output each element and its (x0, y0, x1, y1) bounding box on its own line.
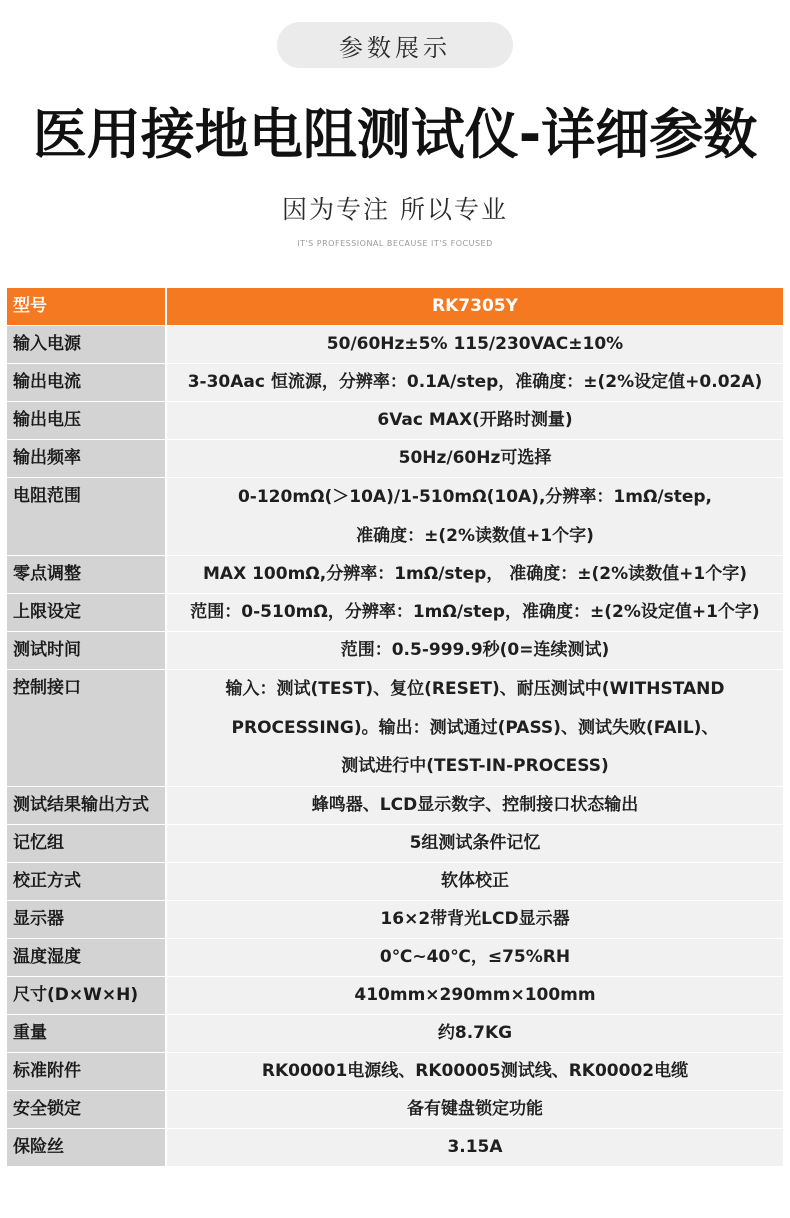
table-row (7, 364, 783, 401)
row-label: 重量 (7, 1015, 165, 1052)
table-row (7, 594, 783, 631)
page-title: 医用接地电阻测试仪-详细参数 (32, 103, 758, 166)
table-header-row (7, 288, 783, 325)
row-label: 安全锁定 (7, 1091, 165, 1128)
row-value: 5组测试条件记忆 (167, 825, 783, 862)
row-value-line: PROCESSING)。输出：测试通过(PASS)、测试失败(FAIL)、 (231, 717, 719, 738)
table-row (7, 1091, 783, 1128)
row-value: 410mm×290mm×100mm (167, 977, 783, 1014)
row-label: 输出电压 (7, 402, 165, 439)
slogan: 因为专注 所以专业 (282, 195, 508, 224)
row-label: 输出频率 (7, 440, 165, 477)
row-value: 50/60Hz±5% 115/230VAC±10% (167, 326, 783, 363)
table-row (7, 787, 783, 824)
row-value: 3.15A (167, 1129, 783, 1166)
row-label: 记忆组 (7, 825, 165, 862)
row-label: 校正方式 (7, 863, 165, 900)
row-value: 3-30Aac 恒流源，分辨率：0.1A/step，准确度：±(2%设定值+0.02A) (167, 364, 783, 401)
row-value: 50Hz/60Hz可选择 (167, 440, 783, 477)
row-label: 显示器 (7, 901, 165, 938)
row-label: 保险丝 (7, 1129, 165, 1166)
row-label: 电阻范围 (7, 478, 165, 555)
spec-table (7, 288, 783, 1167)
table-row (7, 670, 783, 786)
row-value: 16×2带背光LCD显示器 (167, 901, 783, 938)
table-rows (7, 326, 783, 1166)
row-value: 蜂鸣器、LCD显示数字、控制接口状态输出 (167, 787, 783, 824)
row-value: 0℃~40℃，≤75%RH (167, 939, 783, 976)
row-value: 约8.7KG (167, 1015, 783, 1052)
table-row (7, 863, 783, 900)
row-label: 零点调整 (7, 556, 165, 593)
row-label: 控制接口 (7, 670, 165, 786)
table-row (7, 1053, 783, 1090)
row-label: 上限设定 (7, 594, 165, 631)
row-label: 温度湿度 (7, 939, 165, 976)
table-row (7, 632, 783, 669)
row-label: 测试时间 (7, 632, 165, 669)
table-row (7, 1015, 783, 1052)
table-row (7, 326, 783, 363)
row-value-line: 测试进行中(TEST-IN-PROCESS) (341, 756, 609, 776)
row-label: 测试结果输出方式 (7, 787, 165, 824)
row-label: 输入电源 (7, 326, 165, 363)
row-value: 软体校正 (167, 863, 783, 900)
row-value: MAX 100mΩ,分辨率：1mΩ/step， 准确度：±(2%读数值+1个字) (167, 556, 783, 593)
table-row (7, 977, 783, 1014)
row-label: 尺寸(D×W×H) (7, 977, 165, 1014)
row-value-line: 0-120mΩ(＞10A)/1-510mΩ(10A),分辨率：1mΩ/step, (237, 487, 713, 507)
section-badge: 参数展示 (277, 22, 513, 68)
table-row (7, 825, 783, 862)
table-row (7, 402, 783, 439)
row-value: 备有键盘锁定功能 (167, 1091, 783, 1128)
row-label: 输出电流 (7, 364, 165, 401)
table-row (7, 901, 783, 938)
slogan-english: IT'S PROFESSIONAL BECAUSE IT'S FOCUSED (297, 239, 493, 248)
header-label: 型号 (7, 288, 165, 325)
header-model: RK7305Y (167, 288, 783, 325)
table-row (7, 939, 783, 976)
table-row (7, 1129, 783, 1166)
table-row (7, 440, 783, 477)
row-value: 范围：0-510mΩ，分辨率：1mΩ/step，准确度：±(2%设定值+1个字) (167, 594, 783, 631)
row-value: 范围：0.5-999.9秒(0=连续测试) (167, 632, 783, 669)
table-row (7, 556, 783, 593)
row-label: 标准附件 (7, 1053, 165, 1090)
table-row (7, 478, 783, 555)
row-value (167, 478, 783, 555)
row-value-line: 准确度：±(2%读数值+1个字) (356, 525, 594, 546)
row-value: 6Vac MAX(开路时测量) (167, 402, 783, 439)
row-value (167, 670, 783, 786)
row-value: RK00001电源线、RK00005测试线、RK00002电缆 (167, 1053, 783, 1090)
row-value-line: 输入：测试(TEST)、复位(RESET)、耐压测试中(WITHSTAND (225, 679, 725, 699)
